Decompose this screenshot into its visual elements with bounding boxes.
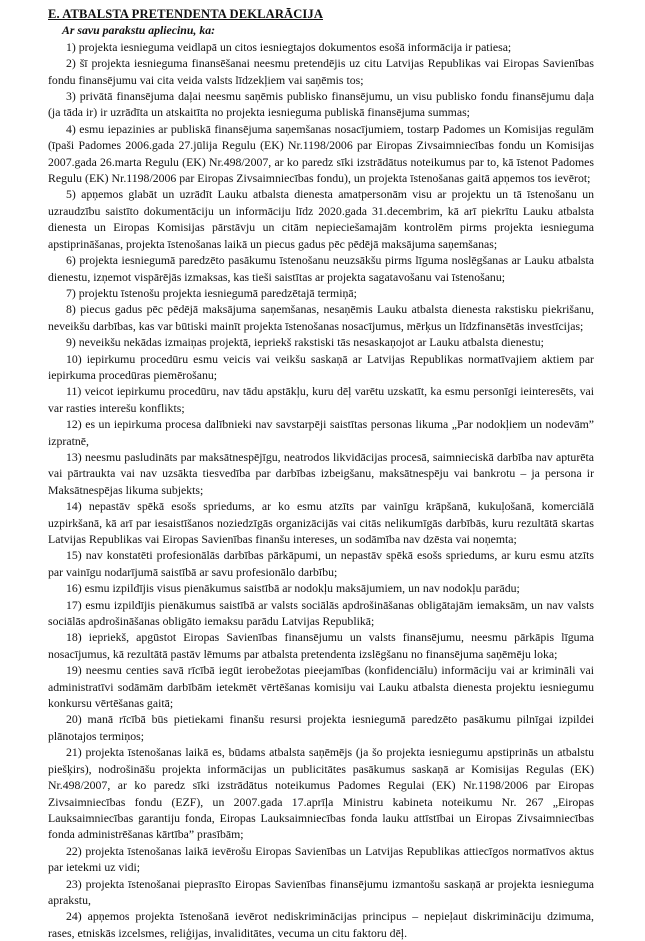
declaration-item: 18) iepriekš, apgūstot Eiropas Savienības finansējumu un valsts finansējumu, neesmu pārkāpis līguma nosacījumus, kā rezultātā pastāv lēmums par atbalsta pretendenta izslēgšanu no finansējuma saņēmēju loka; [48,630,594,661]
declaration-item: 10) iepirkumu procedūru esmu veicis vai veikšu saskaņā ar Latvijas Republikas normatīvajiem aktiem par iepirkuma procedūras piemērošanu; [48,351,594,382]
declaration-list [48,39,594,941]
declaration-item: 1) projekta iesnieguma veidlapā un citos iesniegtajos dokumentos esošā informācija ir patiesa; [66,39,512,54]
declaration-item: 14) nepastāv spēkā esošs spriedums, ar ko esmu atzīts par vainīgu krāpšanā, kukuļošanā, komerciālā uzpirkšanā, kā arī par iesaistīšanos noziedzīgās organizācijās vai citās nelikumīgās darbībās, kuru rezultātā skartas Latvijas Republikas vai Eiropas Savienības finanšu intereses, un sodāmība nav dzēsta vai noņemta; [48,499,594,546]
declaration-item: 24) apņemos projekta īstenošanā ievērot nediskriminācijas principus – nepieļaut diskrimināciju dzimuma, rases, etniskās izcelsmes, reliģijas, invaliditātes, vecuma un citu faktoru dēļ. [48,909,594,940]
declaration-item: 11) veicot iepirkumu procedūru, nav tādu apstākļu, kuru dēļ varētu uzskatīt, ka esmu personīgi ieinteresēts, vai var rasties interešu konflikts; [48,384,594,415]
intro-line: Ar savu parakstu apliecinu, ka: [62,23,216,38]
section-heading: E. ATBALSTA PRETENDENTA DEKLARĀCIJA [48,7,324,21]
declaration-item: 13) neesmu pasludināts par maksātnespējīgu, neatrodos likvidācijas procesā, saimnieciskā darbība nav apturēta vai pārtraukta vai nav uzsākta tiesvedība par darbības izbeigšanu, maksātnespēju vai bankrotu – ja persona ir Maksātnespējas likuma subjekts; [48,449,594,497]
declaration-item: 3) privātā finansējuma daļai neesmu saņēmis publisko finansējumu, un visu publisko fondu finansējumu daļa (ja tāda ir) ir uzrādīta un atskaitīta no projekta iesnieguma publiskā finansējuma summas; [48,89,594,120]
declaration-page [48,6,594,941]
declaration-item: 7) projektu īstenošu projekta iesniegumā paredzētajā termiņā; [66,285,357,300]
declaration-item: 22) projekta īstenošanas laikā ievērošu Eiropas Savienības un Latvijas Republikas attiecīgos normatīvos aktus par ietekmi uz vidi; [48,843,594,875]
declaration-item: 12) es un iepirkuma procesa dalībnieki nav savstarpēji saistītas personas likuma „Par nodokļiem un nodevām” izpratnē, [48,417,594,448]
declaration-item: 19) neesmu centies savā rīcībā iegūt ierobežotas pieejamības (konfidenciālu) informāciju vai ar krimināli vai administratīvi sodāmām darbībām ietekmēt vērtēšanas komisiju vai Lauku atbalsta dienesta projektu iesniegumu konkursu vērtēšanas gaitā; [48,663,594,711]
declaration-item: 4) esmu iepazinies ar publiskā finansējuma saņemšanas nosacījumiem, tostarp Padomes un Komisijas regulām (īpaši Padomes 2006.gada 27.jūlija Regulu (EK) Nr.1198/2006 par Eiropas Zivsaimniecības fondu un Komisijas 2007.gada 26.marta Regulu (EK) Nr.498/2007, ar ko paredz sīki izstrādātus noteikumus par to, kā īstenot Padomes Regulu (EK) Nr.1198/2006 par Eiropas Zivsaimniecības fondu), un projekta īstenošanas gaitā apņemos tos ievērot; [48,121,594,186]
declaration-item: 17) esmu izpildījis pienākumus saistībā ar valsts sociālās apdrošināšanas obligātajām iemaksām, un nav valsts sociālās apdrošināšanas obligāto iemaksu parādu Latvijas Republikā; [48,597,594,629]
declaration-item: 8) piecus gadus pēc pēdējā maksājuma saņemšanas, nesaņēmis Lauku atbalsta dienesta rakstisku piekrišanu, neveikšu darbības, kas var būtiski mainīt projekta īstenošanas nosacījumus, mērķus un līdzfinansētās investīcijas; [48,302,594,333]
declaration-item: 16) esmu izpildījis visus pienākumus saistībā ar nodokļu maksājumiem, un nav nodokļu parādu; [66,581,520,596]
declaration-item: 15) nav konstatēti profesionālās darbības pārkāpumi, un nepastāv spēkā esošs spriedums, ar kuru esmu atzīts par vainīgu nodarījumā saistībā ar savu profesionālo darbību; [48,548,594,579]
declaration-item: 9) neveikšu nekādas izmaiņas projektā, iepriekš rakstiski tās nesaskaņojot ar Lauku atbalsta dienestu; [66,335,544,350]
declaration-item: 21) projekta īstenošanas laikā es, būdams atbalsta saņēmējs (ja šo projekta iesniegumu apstiprinās un atbalstu piešķirs), nodrošināšu projekta informācijas un publicitātes pasākumus saskaņā ar Komisijas Regulas (EK) Nr.498/2007, ar ko paredz sīki izstrādātus noteikumus Padomes Regulai (EK) Nr.1198/2006 par Eiropas Zivsaimniecības fondu (EZF), un 2007.gada 17.aprīļa Ministru kabineta noteikumu Nr. 267 „Eiropas Lauksaimniecības garantiju fonda, Eiropas Lauksaimniecības fonda lauku attīstībai un Eiropas Zivsaimniecības fonda administrēšanas kārtība” prasībām; [48,745,594,842]
declaration-item: 6) projekta iesniegumā paredzēto pasākumu īstenošanu neuzsākšu pirms līguma noslēgšanas ar Lauku atbalsta dienestu, izņemot vispārējās izmaksas, kas tieši saistītas ar projekta sagatavošanu vai īstenošanu; [48,253,594,284]
declaration-item: 23) projekta īstenošanai pieprasīto Eiropas Savienības finansējumu izmantošu saskaņā ar projekta iesnieguma aprakstu, [48,876,594,907]
declaration-item: 5) apņemos glabāt un uzrādīt Lauku atbalsta dienesta amatpersonām visu ar projektu un tā īstenošanu un uzraudzību saistīto dokumentāciju un informāciju līdz 2020.gada 31.decembrim, kā arī piekrītu Lauku atbalsta dienesta un Eiropas Komisijas pārstāvju un citām nepieciešamajām kontrolēm pirms projekta iesnieguma apstiprināšanas, projekta īstenošanas laikā un piecus gadus pēc pēdējā maksājuma saņemšanas; [48,187,594,251]
declaration-item: 2) šī projekta iesnieguma finansēšanai neesmu pretendējis uz citu Latvijas Republikas vai Eiropas Savienības fondu finansējumu vai cita veida valsts līdzekļiem vai saņēmis tos; [48,56,594,87]
declaration-item: 20) manā rīcībā būs pietiekami finanšu resursi projekta iesniegumā paredzēto pasākumu pilnīgai izpildei plānotajos termiņos; [48,712,594,743]
